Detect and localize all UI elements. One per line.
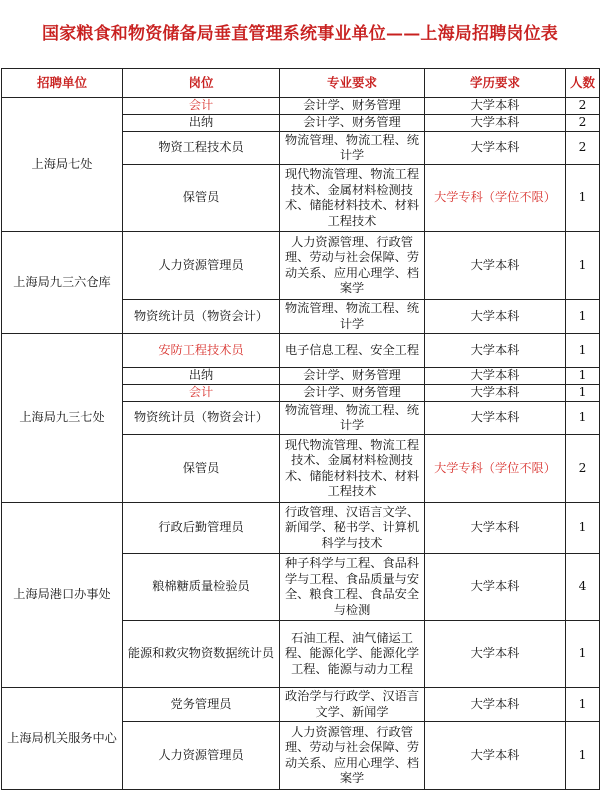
major-cell: 会计学、财务管理 [280,385,425,402]
page-title: 国家粮食和物资储备局垂直管理系统事业单位——上海局招聘岗位表 [42,24,558,44]
count-cell: 1 [566,385,600,402]
major-cell: 种子科学与工程、食品科学与工程、食品质量与安全、粮食工程、食品安全与检测 [280,554,425,621]
education-cell: 大学本科 [425,98,566,115]
position-cell: 能源和救灾物资数据统计员 [123,621,280,688]
education-cell: 大学本科 [425,232,566,300]
position-cell: 会计 [123,98,280,115]
position-cell: 粮棉糖质量检验员 [123,554,280,621]
position-cell: 保管员 [123,435,280,503]
position-cell: 物资统计员（物资会计） [123,300,280,334]
position-cell: 行政后勤管理员 [123,503,280,554]
position-cell: 人力资源管理员 [123,232,280,300]
position-cell: 会计 [123,385,280,402]
education-cell: 大学本科 [425,115,566,132]
count-cell: 1 [566,368,600,385]
recruitment-table [1,68,600,790]
count-cell: 1 [566,334,600,368]
count-cell: 1 [566,300,600,334]
major-cell: 现代物流管理、物流工程技术、金属材料检测技术、储能材料技术、材料工程技术 [280,165,425,232]
unit-cell: 上海局港口办事处 [2,503,123,688]
education-cell: 大学本科 [425,722,566,790]
count-cell: 2 [566,98,600,115]
table-row [2,503,600,554]
header-unit: 招聘单位 [2,69,123,98]
unit-cell: 上海局九三七处 [2,334,123,503]
table-row [2,688,600,722]
position-cell: 安防工程技术员 [123,334,280,368]
education-cell: 大学本科 [425,334,566,368]
education-cell: 大学本科 [425,402,566,435]
education-cell: 大学专科（学位不限） [425,165,566,232]
position-cell: 物资工程技术员 [123,132,280,165]
major-cell: 会计学、财务管理 [280,98,425,115]
header-education: 学历要求 [425,69,566,98]
table-row [2,98,600,115]
major-cell: 政治学与行政学、汉语言文学、新闻学 [280,688,425,722]
count-cell: 1 [566,232,600,300]
major-cell: 石油工程、油气储运工程、能源化学、能源化学工程、能源与动力工程 [280,621,425,688]
education-cell: 大学专科（学位不限） [425,435,566,503]
count-cell: 1 [566,402,600,435]
education-cell: 大学本科 [425,503,566,554]
unit-cell: 上海局七处 [2,98,123,232]
header-row [2,69,600,98]
major-cell: 物流管理、物流工程、统计学 [280,132,425,165]
major-cell: 会计学、财务管理 [280,368,425,385]
major-cell: 人力资源管理、行政管理、劳动与社会保障、劳动关系、应用心理学、档案学 [280,232,425,300]
education-cell: 大学本科 [425,368,566,385]
count-cell: 1 [566,503,600,554]
table-row [2,232,600,300]
position-cell: 党务管理员 [123,688,280,722]
header-position: 岗位 [123,69,280,98]
education-cell: 大学本科 [425,132,566,165]
count-cell: 2 [566,132,600,165]
count-cell: 1 [566,688,600,722]
count-cell: 1 [566,165,600,232]
major-cell: 电子信息工程、安全工程 [280,334,425,368]
education-cell: 大学本科 [425,621,566,688]
count-cell: 1 [566,722,600,790]
count-cell: 2 [566,435,600,503]
major-cell: 人力资源管理、行政管理、劳动与社会保障、劳动关系、应用心理学、档案学 [280,722,425,790]
position-cell: 出纳 [123,368,280,385]
major-cell: 物流管理、物流工程、统计学 [280,402,425,435]
header-count: 人数 [566,69,600,98]
education-cell: 大学本科 [425,385,566,402]
education-cell: 大学本科 [425,554,566,621]
position-cell: 物资统计员（物资会计） [123,402,280,435]
education-cell: 大学本科 [425,688,566,722]
position-cell: 人力资源管理员 [123,722,280,790]
count-cell: 4 [566,554,600,621]
major-cell: 行政管理、汉语言文学、新闻学、秘书学、计算机科学与技术 [280,503,425,554]
unit-cell: 上海局九三六仓库 [2,232,123,334]
position-cell: 出纳 [123,115,280,132]
major-cell: 会计学、财务管理 [280,115,425,132]
table-row [2,334,600,368]
major-cell: 现代物流管理、物流工程技术、金属材料检测技术、储能材料技术、材料工程技术 [280,435,425,503]
count-cell: 2 [566,115,600,132]
major-cell: 物流管理、物流工程、统计学 [280,300,425,334]
header-major: 专业要求 [280,69,425,98]
count-cell: 1 [566,621,600,688]
unit-cell: 上海局机关服务中心 [2,688,123,790]
position-cell: 保管员 [123,165,280,232]
education-cell: 大学本科 [425,300,566,334]
